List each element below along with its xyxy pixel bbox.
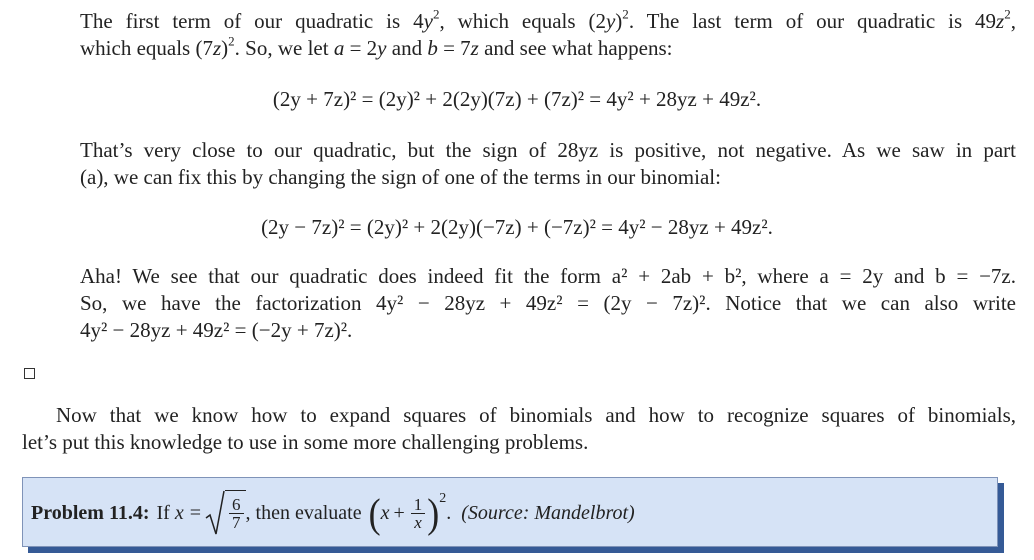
frac-numerator: 1 bbox=[411, 496, 426, 514]
problem-source: (Source: Mandelbrot) bbox=[461, 501, 635, 524]
paragraph-intro-line2: which equals $(7z)^2$. So, we let a = 2y and b = 7z and see what happens: bbox=[80, 33, 673, 60]
qed-square-icon bbox=[24, 368, 35, 379]
equation-2-text: (2y − 7z)² = (2y)² + 2(2y)(−7z) + (−7z)² = 4y² − 28yz + 49z². bbox=[261, 215, 773, 239]
problem-statement: Problem 11.4: If x = $\frac{6}{7}$ , then evaluate ( x + $\frac{1}{x}$ ) 2 . (Source: Mandelbrot) bbox=[31, 490, 635, 536]
paragraph-transition-line1: Now that we know how to expand squares of binomials and how to recognize squares of binomials, bbox=[56, 403, 1016, 427]
problem-if: If bbox=[156, 501, 170, 524]
paragraph-factorization-line3: 4y² − 28yz + 49z² = (−2y + 7z)². bbox=[80, 318, 353, 342]
equation-expansion-negative bbox=[0, 214, 1034, 241]
paragraph-factorization-line1: Aha! We see that our quadratic does indeed fit the form a² + 2ab + b², where a = 2y and b = −7z. bbox=[80, 264, 1016, 288]
paragraph-sign-line1: That’s very close to our quadratic, but the sign of 28yz is positive, not negative. As we saw in part bbox=[80, 138, 1016, 162]
problem-equals: = bbox=[189, 501, 202, 524]
problem-label: Problem 11.4: bbox=[31, 501, 150, 524]
equation-expansion-positive bbox=[0, 86, 1034, 113]
sqrt-fraction bbox=[229, 496, 244, 531]
paragraph-transition-line2: let’s put this knowledge to use in some more challenging problems. bbox=[22, 430, 589, 454]
equation-1-text: (2y + 7z)² = (2y)² + 2(2y)(7z) + (7z)² = 4y² + 28yz + 49z². bbox=[272, 87, 762, 111]
problem-then: , then evaluate bbox=[245, 501, 362, 524]
right-paren: ) bbox=[427, 490, 440, 536]
expr-var-x: x bbox=[380, 501, 390, 524]
paragraph-factorization-line2: So, we have the factorization 4y² − 28yz + 49z² = (2y − 7z)². Notice that we can also write bbox=[80, 291, 1016, 315]
paragraph-intro bbox=[80, 8, 1016, 62]
left-paren: ( bbox=[368, 490, 381, 536]
problem-exponent: 2 bbox=[439, 491, 447, 506]
frac-denominator: x bbox=[414, 512, 422, 532]
one-over-x-fraction bbox=[411, 496, 426, 531]
paragraph-factorization bbox=[80, 263, 1016, 344]
sqrt-numerator: 6 bbox=[229, 496, 244, 514]
sqrt-denominator: 7 bbox=[232, 513, 241, 532]
radical-sign-icon bbox=[205, 490, 225, 536]
paragraph-sign-change bbox=[80, 137, 1016, 191]
problem-var-x: x bbox=[174, 501, 184, 524]
paragraph-intro-line1: The first term of our quadratic is $4y^2$, which equals $(2y)^2$. The last term of our quadratic is $49z^2$, bbox=[80, 6, 1016, 33]
paragraph-sign-line2: (a), we can fix this by changing the sign of one of the terms in our binomial: bbox=[80, 165, 721, 189]
paragraph-transition bbox=[22, 402, 1016, 456]
square-root-expression bbox=[205, 490, 246, 536]
